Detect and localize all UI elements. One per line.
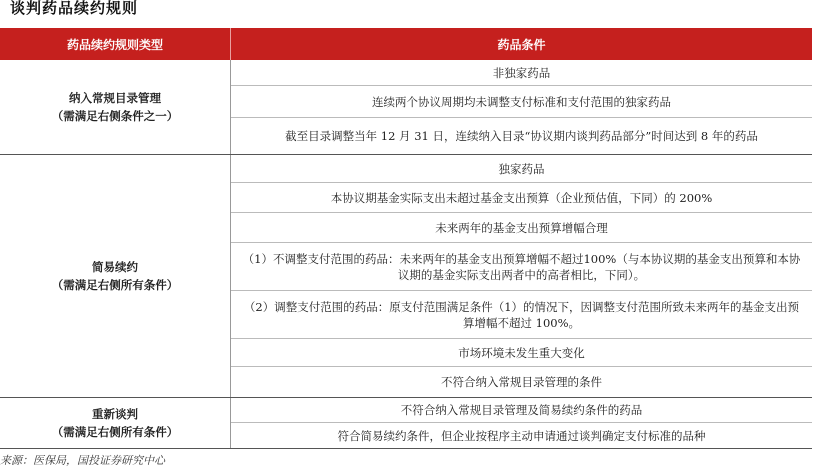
condition-row: 截至目录调整当年 12 月 31 日，连续纳入目录“协议期内谈判药品部分”时间达到 8 年的药品	[285, 129, 758, 143]
group-sublabel: （需满足右侧条件之一）	[51, 109, 179, 123]
group-sublabel: （需满足右侧所有条件）	[51, 278, 179, 292]
conditions-column	[230, 398, 812, 448]
group-label: 简易续约	[92, 260, 138, 274]
group-label-cell	[0, 60, 230, 154]
condition-row: 不符合纳入常规目录管理及简易续约条件的药品	[231, 398, 812, 423]
page-title: 谈判药品续约规则	[10, 0, 139, 17]
condition-row: 不符合纳入常规目录管理的条件	[441, 375, 602, 389]
condition-row: 连续两个协议周期均未调整支付标准和支付范围的独家药品	[231, 86, 812, 118]
table-header	[0, 28, 812, 60]
rules-table	[0, 28, 812, 449]
group-sublabel: （需满足右侧所有条件）	[51, 425, 179, 439]
group-regular-catalog	[0, 60, 812, 155]
header-rule-type: 药品续约规则类型	[66, 37, 163, 52]
conditions-column	[230, 155, 812, 397]
condition-row: （2）调整支付范围的药品：原支付范围满足条件（1）的情况下，因调整支付范围所致未来两年的基金支出预算增幅不超过 100%。	[231, 291, 812, 339]
condition-row: 符合简易续约条件，但企业按程序主动申请通过谈判确定支付标准的品种	[337, 428, 706, 443]
condition-row: 未来两年的基金支出预算增幅合理	[231, 213, 812, 243]
group-label: 纳入常规目录管理	[69, 91, 161, 105]
header-conditions: 药品条件	[230, 28, 812, 60]
group-label-cell	[0, 398, 230, 448]
conditions-column	[230, 60, 812, 154]
group-simple-renewal	[0, 155, 812, 398]
condition-row: 独家药品	[231, 155, 812, 183]
group-label: 重新谈判	[92, 407, 138, 421]
condition-row: 本协议期基金实际支出未超过基金支出预算（企业预估值，下同）的 200%	[231, 183, 812, 213]
condition-row: 非独家药品	[231, 60, 812, 86]
group-renegotiation	[0, 398, 812, 449]
source-note: 来源：医保局，国投证券研究中心	[0, 454, 165, 467]
group-label-cell	[0, 155, 230, 397]
condition-row: 市场环境未发生重大变化	[231, 339, 812, 367]
condition-row: （1）不调整支付范围的药品：未来两年的基金支出预算增幅不超过100%（与本协议期的基金支出预算和本协议期的基金实际支出两者中的高者相比，下同）。	[231, 243, 812, 291]
